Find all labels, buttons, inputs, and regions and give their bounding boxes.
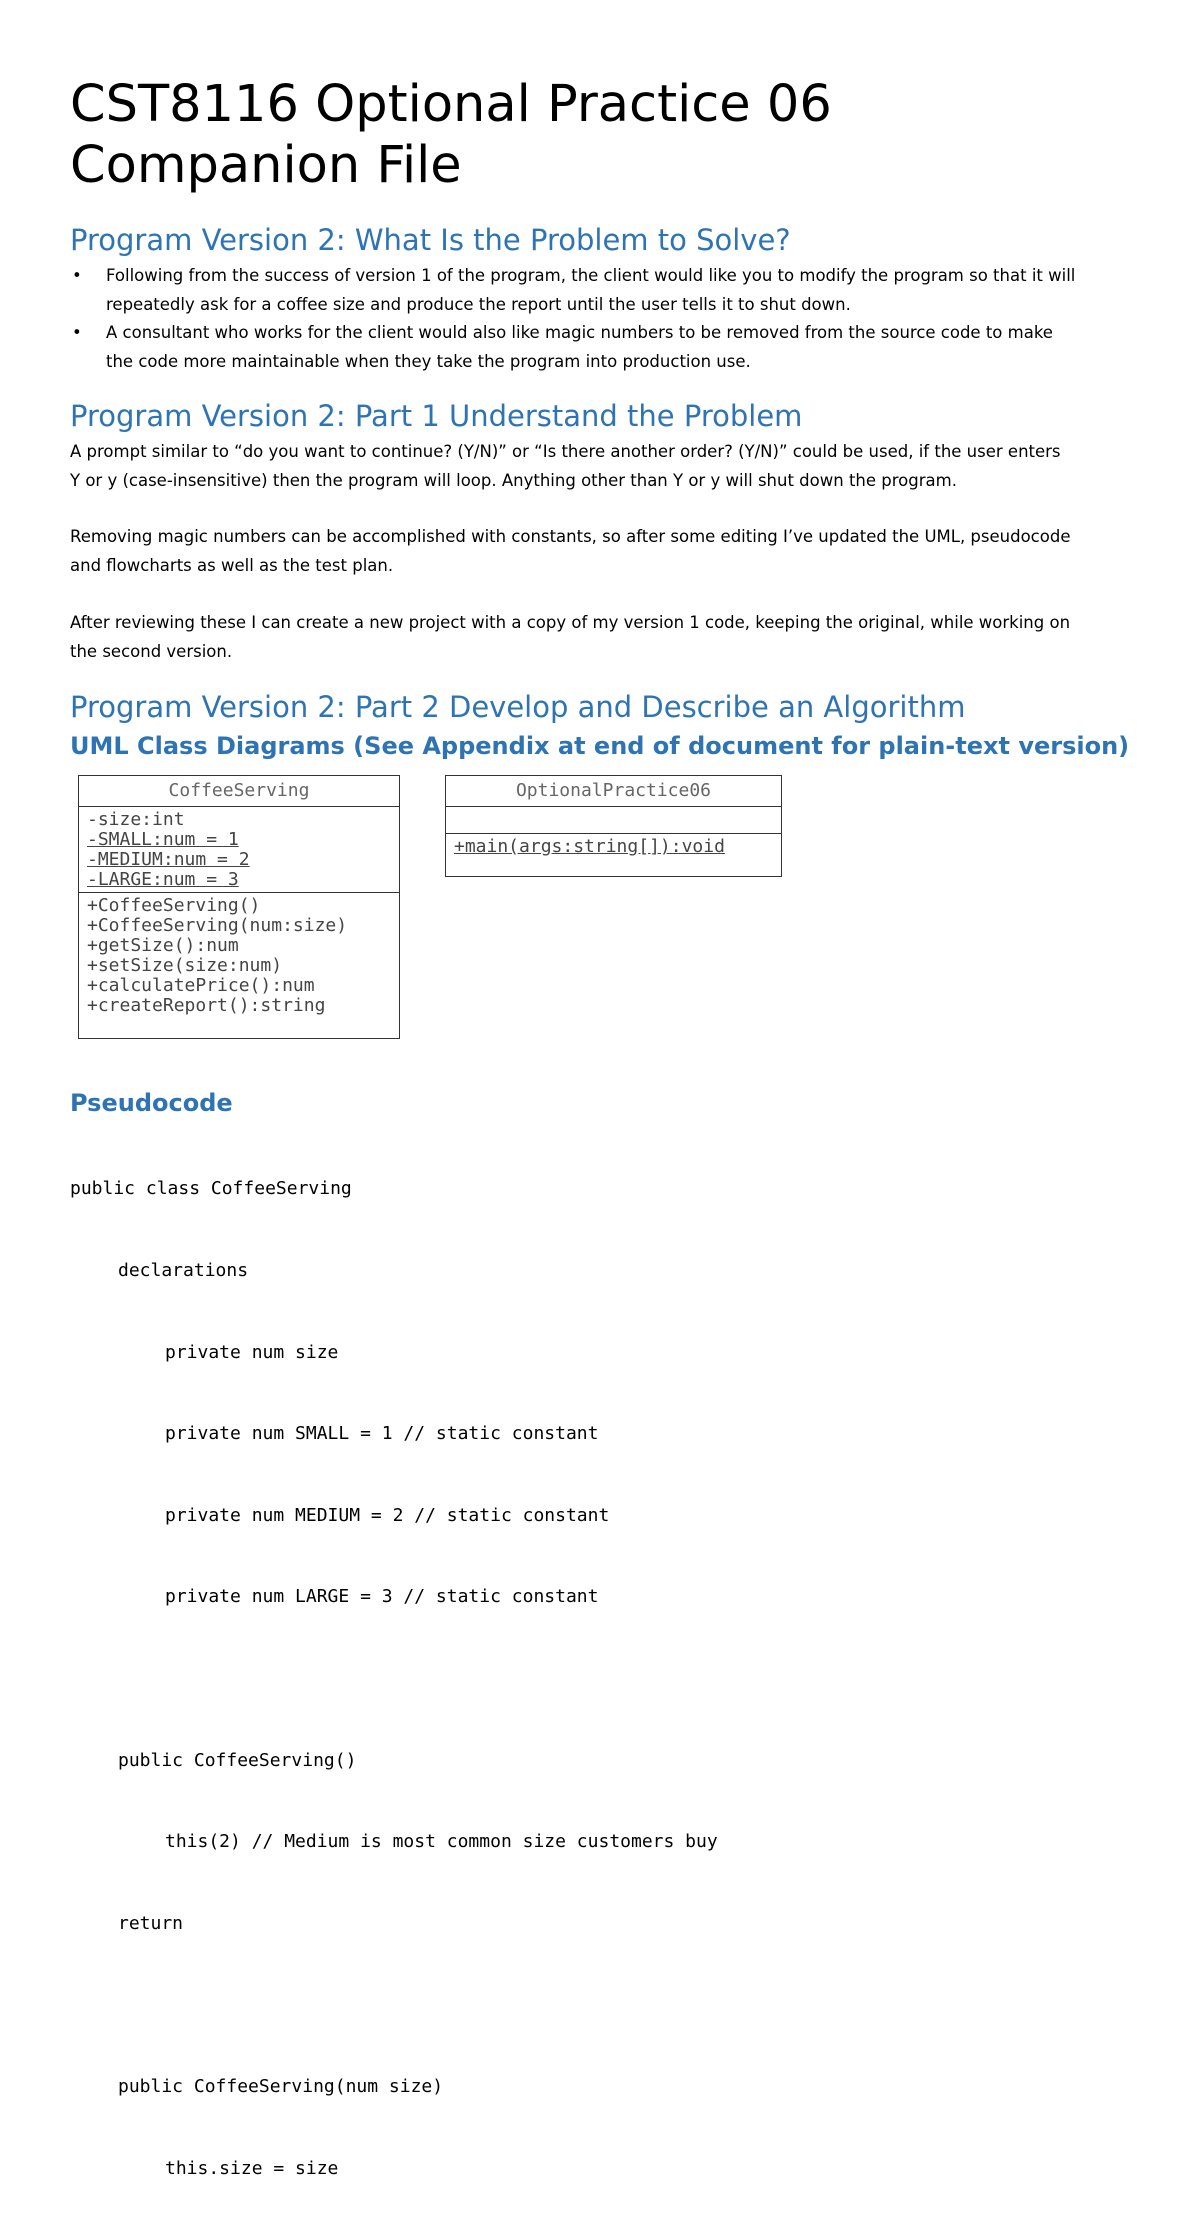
uml-method: +setSize(size:num) [87, 955, 283, 976]
bullet-text-line: Following from the success of version 1 of the program, the client would like you to modify the program so that it will [106, 266, 1076, 285]
uml-attribute: -SMALL:num = 1 [87, 829, 239, 850]
uml-class-name-section [446, 776, 781, 806]
document-title [70, 74, 832, 196]
uml-method: +CoffeeServing(num:size) [87, 915, 348, 936]
code-line: public CoffeeServing() [118, 1749, 357, 1771]
code-line: private num size [165, 1341, 339, 1363]
uml-attribute: -MEDIUM:num = 2 [87, 849, 250, 870]
uml-class-name: CoffeeServing [168, 780, 310, 801]
bullet-text-line: A consultant who works for the client would also like magic numbers to be removed from the source code to make [106, 323, 1053, 342]
bullet-icon: • [72, 266, 82, 285]
uml-method: +calculatePrice():num [87, 975, 315, 996]
paragraph-line: Y or y (case-insensitive) then the program will loop. Anything other than Y or y will shut down the program. [70, 470, 957, 490]
uml-method: +CoffeeServing() [87, 895, 261, 916]
pseudocode-heading: Pseudocode [70, 1089, 233, 1117]
paragraph-line: Removing magic numbers can be accomplished with constants, so after some editing I’ve updated the UML, pseudocode [70, 527, 1071, 546]
bullet-icon: • [72, 323, 82, 342]
uml-attributes-section [446, 806, 781, 833]
problem-bullet-list [70, 262, 1132, 376]
pseudocode-block [70, 1121, 718, 2236]
uml-method: +getSize():num [87, 935, 239, 956]
uml-class-optionalpractice06 [445, 775, 782, 877]
bullet-text-line: the code more maintainable when they take the program into production use. [106, 351, 751, 371]
paragraph-line: and flowcharts as well as the test plan. [70, 555, 394, 575]
bullet-item [70, 262, 1132, 319]
paragraph-line: the second version. [70, 641, 233, 661]
paragraph [70, 438, 1132, 495]
bullet-item [70, 319, 1132, 376]
code-line: private num MEDIUM = 2 // static constant [165, 1504, 610, 1526]
paragraph-line: A prompt similar to “do you want to continue? (Y/N)” or “Is there another order? (Y/N)” could be used, if the user enters [70, 442, 1061, 461]
uml-class-name: OptionalPractice06 [515, 780, 712, 801]
code-line: this(2) // Medium is most common size customers buy [165, 1831, 718, 1853]
title-line-1: CST8116 Optional Practice 06 [70, 75, 832, 134]
code-line: private num SMALL = 1 // static constant [165, 1423, 599, 1445]
paragraph [70, 609, 1132, 666]
section-heading-problem: Program Version 2: What Is the Problem to Solve? [70, 223, 791, 257]
uml-class-coffeeserving [78, 775, 400, 1039]
code-line [70, 1665, 718, 1692]
paragraph [70, 523, 1132, 580]
uml-attribute: -LARGE:num = 3 [87, 869, 239, 890]
uml-class-name-section [79, 776, 399, 806]
uml-method: +main(args:string[]):void [454, 836, 725, 857]
section-heading-understand: Program Version 2: Part 1 Understand the Problem [70, 399, 803, 433]
bullet-text-line: repeatedly ask for a coffee size and produce the report until the user tells it to shut down. [106, 294, 851, 314]
code-line: declarations [118, 1260, 249, 1281]
code-line [70, 1991, 718, 2018]
uml-methods-section [79, 892, 399, 1016]
uml-method: +createReport():string [87, 995, 326, 1016]
code-line: public class CoffeeServing [70, 1178, 352, 1200]
uml-attributes-section [79, 806, 399, 892]
uml-methods-section [446, 833, 781, 857]
code-line: this.size = size [165, 2157, 339, 2179]
code-line: public CoffeeServing(num size) [118, 2075, 444, 2097]
uml-attribute: -size:int [87, 809, 185, 830]
paragraph-line: After reviewing these I can create a new project with a copy of my version 1 code, keeping the original, while working on [70, 613, 1071, 632]
section-heading-algorithm: Program Version 2: Part 2 Develop and Describe an Algorithm [70, 690, 966, 724]
code-line: private num LARGE = 3 // static constant [165, 1586, 599, 1608]
title-line-2: Companion File [70, 136, 462, 195]
code-line: return [118, 1912, 184, 1934]
uml-subheading: UML Class Diagrams (See Appendix at end of document for plain-text version) [70, 732, 1130, 760]
